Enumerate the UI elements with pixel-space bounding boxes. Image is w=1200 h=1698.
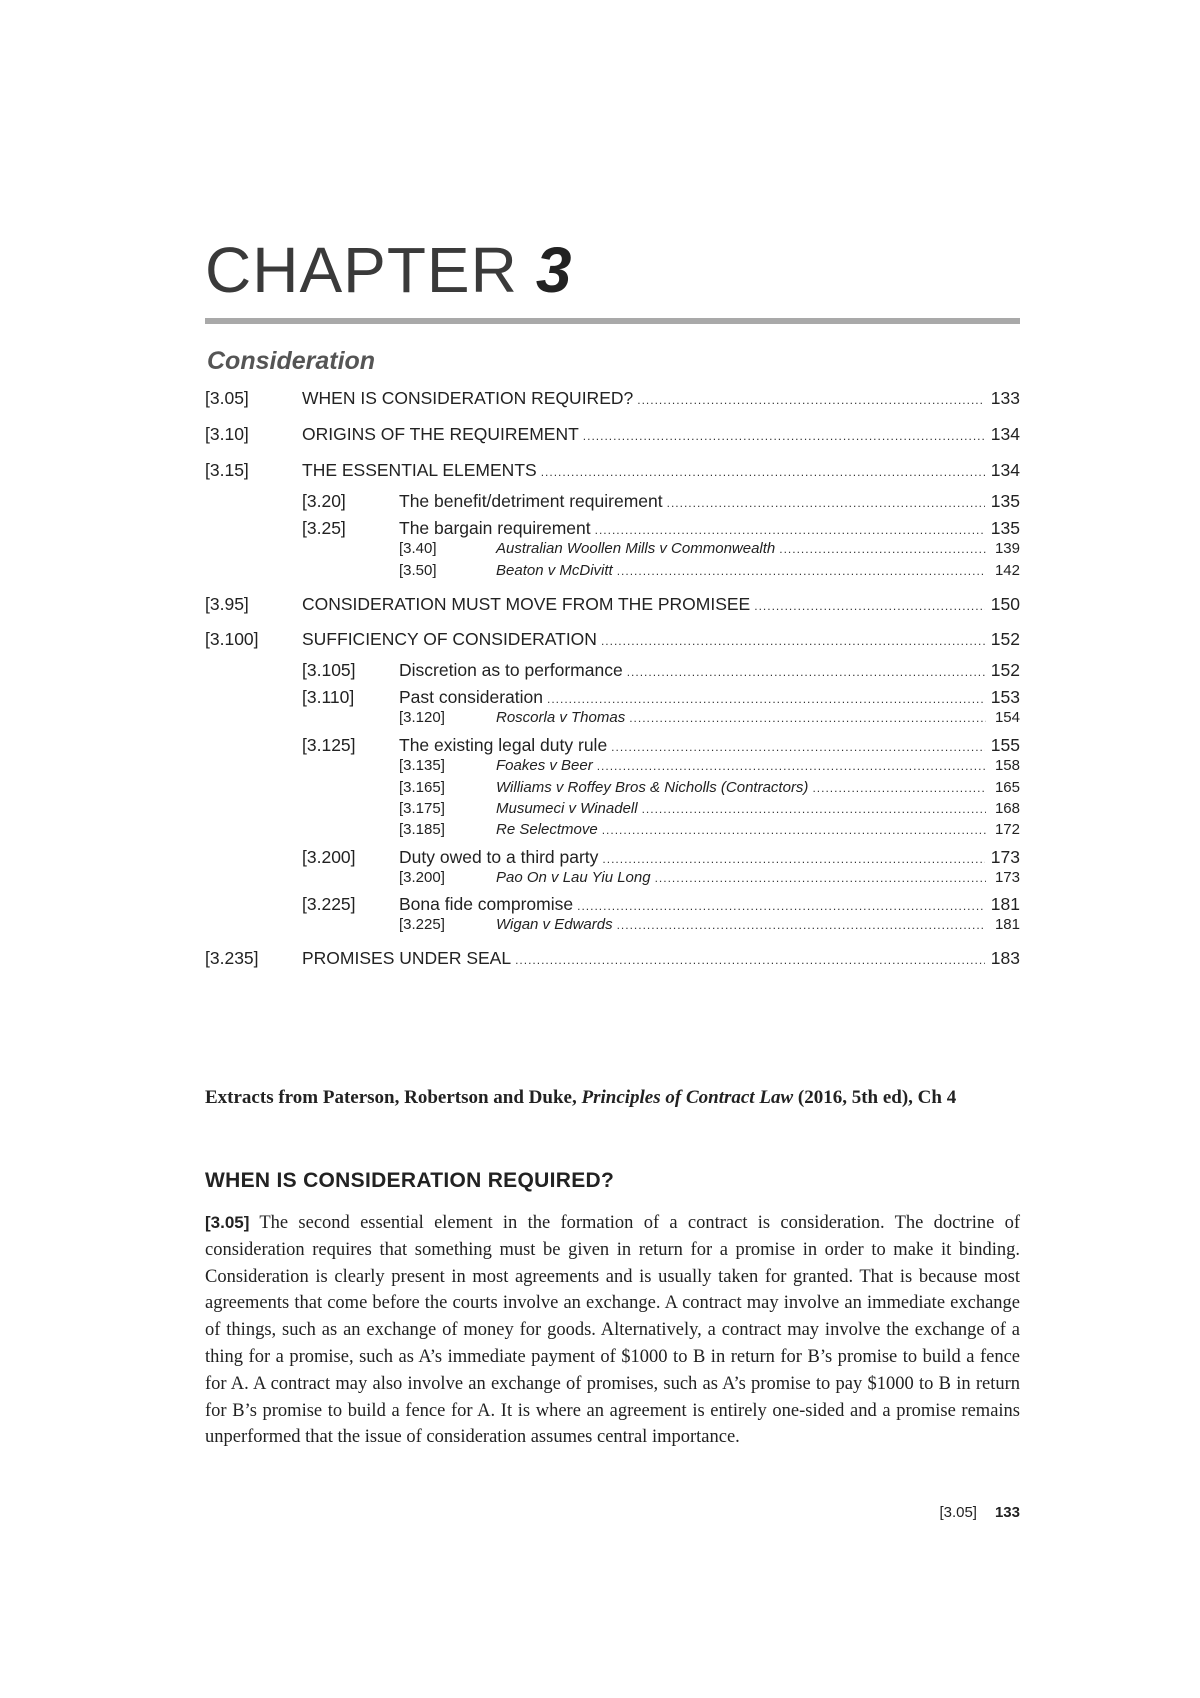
toc-leader xyxy=(595,523,985,537)
toc-page: 142 xyxy=(994,562,1020,579)
toc-entry xyxy=(205,629,1020,653)
toc-leader xyxy=(779,542,986,556)
toc-entry xyxy=(205,594,1020,618)
toc-page: 153 xyxy=(990,687,1020,707)
toc-title: PROMISES UNDER SEAL xyxy=(302,948,512,968)
footer-ref: [3.05] xyxy=(939,1504,977,1521)
toc-entry xyxy=(205,460,1020,484)
toc-ref: [3.185] xyxy=(399,821,445,838)
extracts-book-title: Principles of Contract Law xyxy=(581,1087,794,1108)
toc-entry xyxy=(205,687,1020,711)
toc-title: ORIGINS OF THE REQUIREMENT xyxy=(302,424,579,444)
chapter-number: 3 xyxy=(535,234,573,306)
toc-entry xyxy=(205,847,1020,871)
toc-page: 133 xyxy=(990,388,1020,408)
toc-leader xyxy=(547,692,985,706)
body-paragraph xyxy=(205,1210,1020,1451)
toc-leader xyxy=(541,465,985,479)
toc-title: SUFFICIENCY OF CONSIDERATION xyxy=(302,629,597,649)
toc-ref: [3.05] xyxy=(205,388,249,408)
toc-ref: [3.105] xyxy=(302,660,356,680)
toc-ref: [3.95] xyxy=(205,594,249,614)
toc-leader xyxy=(577,899,985,913)
toc-ref: [3.165] xyxy=(399,779,445,796)
toc-ref: [3.175] xyxy=(399,800,445,817)
toc-leader xyxy=(602,852,984,866)
toc-page: 158 xyxy=(994,757,1020,774)
toc-ref: [3.235] xyxy=(205,948,259,968)
page-number: 133 xyxy=(994,1504,1020,1521)
toc-ref: [3.50] xyxy=(399,562,437,579)
toc-ref: [3.10] xyxy=(205,424,249,444)
toc-page: 181 xyxy=(990,894,1020,914)
toc-entry xyxy=(205,869,1020,893)
toc-ref: [3.120] xyxy=(399,709,445,726)
toc-title: Musumeci v Winadell xyxy=(496,800,638,817)
toc-page: 135 xyxy=(990,518,1020,538)
toc-title: Duty owed to a third party xyxy=(399,847,599,867)
toc-entry xyxy=(205,735,1020,759)
toc-entry xyxy=(205,660,1020,684)
toc-ref: [3.225] xyxy=(302,894,356,914)
toc-page: 139 xyxy=(994,540,1020,557)
toc-page: 183 xyxy=(990,948,1020,968)
toc-leader xyxy=(642,802,986,816)
toc-page: 134 xyxy=(990,424,1020,444)
toc-title: Pao On v Lau Yiu Long xyxy=(496,869,651,886)
toc-title: Australian Woollen Mills v Commonwealth xyxy=(496,540,776,557)
toc-title: The existing legal duty rule xyxy=(399,735,608,755)
toc-page: 181 xyxy=(994,916,1020,933)
chapter-rule xyxy=(205,318,1020,324)
toc-entry xyxy=(205,709,1020,733)
toc-entry xyxy=(205,562,1020,586)
toc-leader xyxy=(597,759,986,773)
toc-ref: [3.40] xyxy=(399,540,437,557)
toc-leader xyxy=(583,429,985,443)
toc-leader xyxy=(812,781,986,795)
paragraph-ref: [3.05] xyxy=(205,1213,250,1232)
toc-page: 152 xyxy=(990,660,1020,680)
toc-entry xyxy=(205,388,1020,412)
extracts-prefix: Extracts from Paterson, Robertson and Duke, xyxy=(205,1087,577,1108)
toc-title: The bargain requirement xyxy=(399,518,591,538)
toc-page: 165 xyxy=(994,779,1020,796)
page-footer xyxy=(939,1504,1020,1521)
chapter-heading xyxy=(205,234,573,306)
toc-title: Wigan v Edwards xyxy=(496,916,613,933)
toc-ref: [3.125] xyxy=(302,735,356,755)
toc-entry xyxy=(205,757,1020,781)
toc-leader xyxy=(629,711,986,725)
toc-title: Discretion as to performance xyxy=(399,660,623,680)
toc-leader xyxy=(667,496,985,510)
toc-title: Past consideration xyxy=(399,687,543,707)
toc-ref: [3.20] xyxy=(302,491,346,511)
toc-leader xyxy=(602,823,986,837)
toc-title: WHEN IS CONSIDERATION REQUIRED? xyxy=(302,388,634,408)
toc-page: 173 xyxy=(990,847,1020,867)
toc-leader xyxy=(617,918,986,932)
toc-leader xyxy=(754,599,985,613)
toc-title: Foakes v Beer xyxy=(496,757,593,774)
chapter-label: CHAPTER xyxy=(205,234,518,306)
toc-page: 172 xyxy=(994,821,1020,838)
toc-page: 152 xyxy=(990,629,1020,649)
toc-title: Williams v Roffey Bros & Nicholls (Contractors) xyxy=(496,779,809,796)
toc-leader xyxy=(617,564,986,578)
toc-title: Roscorla v Thomas xyxy=(496,709,626,726)
toc-page: 134 xyxy=(990,460,1020,480)
toc-entry xyxy=(205,540,1020,564)
toc-title: The benefit/detriment requirement xyxy=(399,491,663,511)
toc-ref: [3.135] xyxy=(399,757,445,774)
toc-page: 155 xyxy=(990,735,1020,755)
extracts-note xyxy=(205,1084,1020,1111)
toc-page: 173 xyxy=(994,869,1020,886)
section-heading: WHEN IS CONSIDERATION REQUIRED? xyxy=(205,1169,615,1192)
toc-entry xyxy=(205,894,1020,918)
toc-entry xyxy=(205,491,1020,515)
toc-ref: [3.100] xyxy=(205,629,259,649)
toc-page: 135 xyxy=(990,491,1020,511)
toc-entry xyxy=(205,821,1020,845)
toc-entry xyxy=(205,518,1020,542)
toc-leader xyxy=(611,740,985,754)
toc-leader xyxy=(601,634,985,648)
extracts-suffix: (2016, 5th ed), Ch 4 xyxy=(797,1087,957,1108)
toc-title: Re Selectmove xyxy=(496,821,598,838)
toc-leader xyxy=(637,393,985,407)
toc-entry xyxy=(205,424,1020,448)
toc-ref: [3.200] xyxy=(302,847,356,867)
toc-title: THE ESSENTIAL ELEMENTS xyxy=(302,460,537,480)
toc-title: Bona fide compromise xyxy=(399,894,574,914)
toc-leader xyxy=(655,871,986,885)
toc-page: 150 xyxy=(990,594,1020,614)
toc-leader xyxy=(627,665,985,679)
toc-ref: [3.200] xyxy=(399,869,445,886)
paragraph-text: The second essential element in the formation of a contract is consideration. The doctrine of consideration requires that something must be given in return for a promise in order to make it binding. Consideration is clearly present in most agreements and is usually taken for granted. That is because most agreements that come before the courts involve an exchange. A contract may involve an immediate exchange of things, such as an exchange of money for goods. Alternatively, a contract may involve the exchange of a thing for a promise, such as A’s immediate payment of $1000 to B in return for B’s promise to build a fence for A. A contract may also involve an exchange of promises, such as A’s promise to pay $1000 to B in return for B’s promise to build a fence for A. It is where an agreement is entirely one-sided and a promise remains unperformed that the issue of consideration assumes central importance. xyxy=(205,1213,1020,1448)
toc-entry xyxy=(205,916,1020,940)
toc-ref: [3.110] xyxy=(302,687,355,707)
toc-page: 154 xyxy=(994,709,1020,726)
toc-ref: [3.15] xyxy=(205,460,249,480)
toc-ref: [3.225] xyxy=(399,916,445,933)
toc-page: 168 xyxy=(994,800,1020,817)
chapter-subtitle: Consideration xyxy=(207,347,376,375)
toc-leader xyxy=(515,953,985,967)
toc-title: CONSIDERATION MUST MOVE FROM THE PROMISEE xyxy=(302,594,751,614)
toc-ref: [3.25] xyxy=(302,518,346,538)
toc-title: Beaton v McDivitt xyxy=(496,562,613,579)
toc-entry xyxy=(205,948,1020,972)
